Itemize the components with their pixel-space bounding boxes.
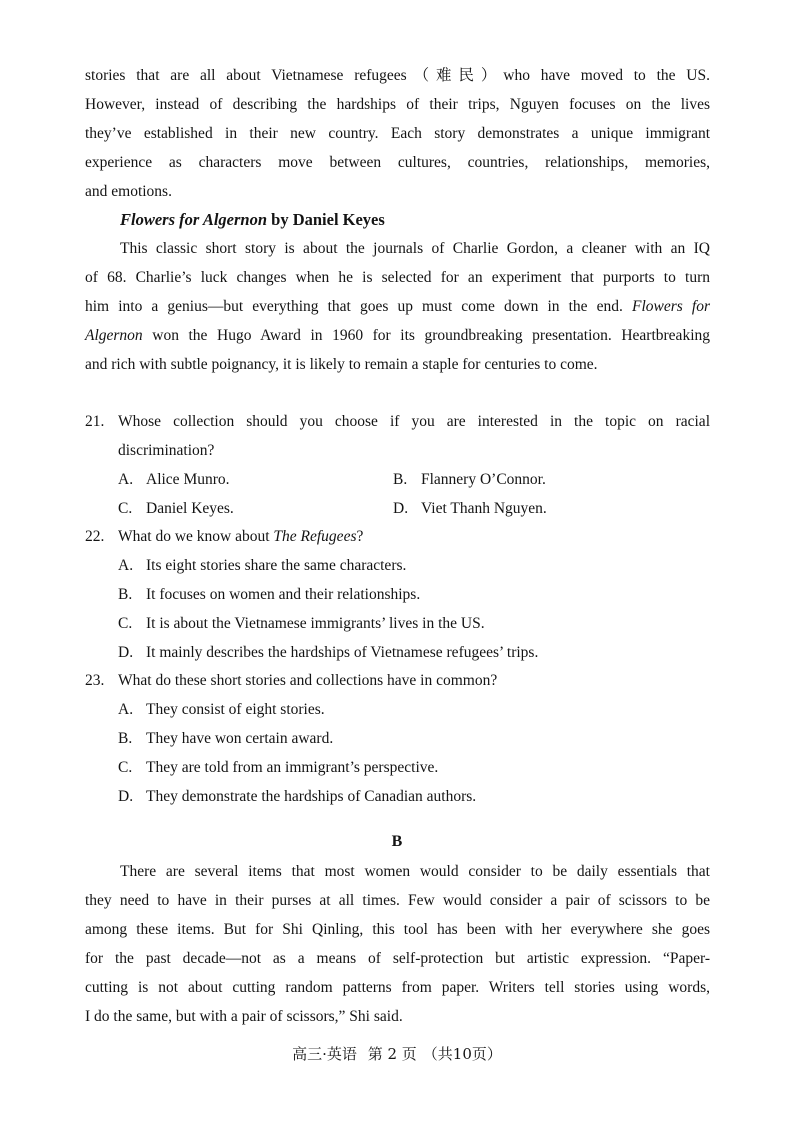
italic-title: The Refugees xyxy=(273,528,357,545)
option-text: They consist of eight stories. xyxy=(146,701,325,718)
option-text: They are told from an immigrant’s perspective. xyxy=(146,759,439,776)
option-text: They demonstrate the hardships of Canadian authors. xyxy=(146,788,477,805)
option-23a xyxy=(118,695,325,724)
question-text: ? xyxy=(356,528,364,545)
text-line: cutting is not about cutting random patterns from paper. Writers tell stories using words, xyxy=(85,979,710,996)
text-line: and rich with subtle poignancy, it is likely to remain a staple for centuries to come. xyxy=(85,356,598,373)
question-21-text-cont: discrimination? xyxy=(118,442,215,459)
option-text: Alice Munro. xyxy=(146,471,230,488)
text-line xyxy=(85,321,710,350)
question-21-text xyxy=(85,407,710,436)
option-22b xyxy=(118,580,420,609)
option-letter: B. xyxy=(118,586,133,603)
option-text: It focuses on women and their relationships. xyxy=(146,586,421,603)
question-21-stem xyxy=(85,407,710,436)
option-letter: A. xyxy=(118,557,134,574)
option-letter: C. xyxy=(118,759,133,776)
intro-paragraph xyxy=(85,61,710,206)
option-letter: B. xyxy=(118,730,133,747)
option-letter: D. xyxy=(118,788,134,805)
option-letter: C. xyxy=(118,615,133,632)
footer-subject: 高三·英语 xyxy=(292,1045,357,1063)
option-text: Flannery O’Connor. xyxy=(421,471,546,488)
option-letter: A. xyxy=(118,471,134,488)
question-text: What do these short stories and collections have in common? xyxy=(118,672,498,689)
text-line: and emotions. xyxy=(85,183,172,200)
text-line: they’ve established in their new country. Each story demonstrates a unique immigrant xyxy=(85,125,710,142)
italic-title: Algernon xyxy=(85,327,143,344)
text-line: they need to have in their purses at all times. Few would consider a pair of scissors to be xyxy=(85,892,710,909)
option-22a xyxy=(118,551,406,580)
section-heading: B xyxy=(391,833,403,850)
italic-title: Flowers for xyxy=(632,298,711,315)
footer-total-pages: （共10页） xyxy=(422,1045,502,1063)
text-segment: won the Hugo Award in 1960 for its groundbreaking presentation. Heartbreaking xyxy=(152,327,710,344)
footer-page-number: 第 2 页 xyxy=(367,1045,417,1063)
question-number: 22. xyxy=(85,528,105,545)
option-letter: D. xyxy=(393,500,409,517)
book-paragraph xyxy=(85,234,710,379)
question-23-stem xyxy=(85,666,497,695)
option-23b xyxy=(118,724,333,753)
question-number: 21. xyxy=(85,413,105,430)
text-line: experience as characters move between cultures, countries, relationships, memories, xyxy=(85,154,710,171)
option-23d xyxy=(118,782,476,811)
book-byline: by Daniel Keyes xyxy=(267,210,385,229)
option-letter: A. xyxy=(118,701,134,718)
option-21b xyxy=(393,465,546,494)
question-text: What do we know about xyxy=(118,528,274,545)
question-text: Whose collection should you choose if you are interested in the topic on racial xyxy=(118,413,710,430)
option-21d xyxy=(393,494,547,523)
question-number: 23. xyxy=(85,672,105,689)
section-b-paragraph xyxy=(85,857,710,1031)
option-text: Its eight stories share the same characters. xyxy=(146,557,407,574)
text-line: There are several items that most women would consider to be daily essentials that xyxy=(120,863,710,880)
option-text: It is about the Vietnamese immigrants’ lives in the US. xyxy=(146,615,485,632)
book-heading xyxy=(120,205,385,234)
option-21a xyxy=(118,465,230,494)
text-line: This classic short story is about the journals of Charlie Gordon, a cleaner with an IQ xyxy=(120,240,710,257)
option-21c xyxy=(118,494,234,523)
text-line: of 68. Charlie’s luck changes when he is selected for an experiment that purports to turn xyxy=(85,269,710,286)
text-line: I do the same, but with a pair of scissors,” Shi said. xyxy=(85,1008,403,1025)
text-line: for the past decade—not as a means of self-protection but artistic expression. “Paper- xyxy=(85,950,710,967)
text-line: among these items. But for Shi Qinling, this tool has been with her everywhere she goes xyxy=(85,921,710,938)
option-text: Viet Thanh Nguyen. xyxy=(421,500,547,517)
page-footer xyxy=(0,1042,794,1066)
option-letter: D. xyxy=(118,644,134,661)
question-22-stem xyxy=(85,522,363,551)
option-letter: B. xyxy=(393,471,408,488)
option-text: Daniel Keyes. xyxy=(146,500,234,517)
option-text: It mainly describes the hardships of Vietnamese refugees’ trips. xyxy=(146,644,539,661)
book-title: Flowers for Algernon xyxy=(120,210,268,229)
option-22c xyxy=(118,609,485,638)
text-line: However, instead of describing the hardships of their trips, Nguyen focuses on the lives xyxy=(85,96,710,113)
text-line xyxy=(85,292,710,321)
option-22d xyxy=(118,638,538,667)
option-letter: C. xyxy=(118,500,133,517)
option-text: They have won certain award. xyxy=(146,730,334,747)
text-segment: him into a genius—but everything that goes up must come down in the end. xyxy=(85,298,633,315)
text-line: stories that are all about Vietnamese refugees（难民）who have moved to the US. xyxy=(85,67,710,84)
option-23c xyxy=(118,753,438,782)
